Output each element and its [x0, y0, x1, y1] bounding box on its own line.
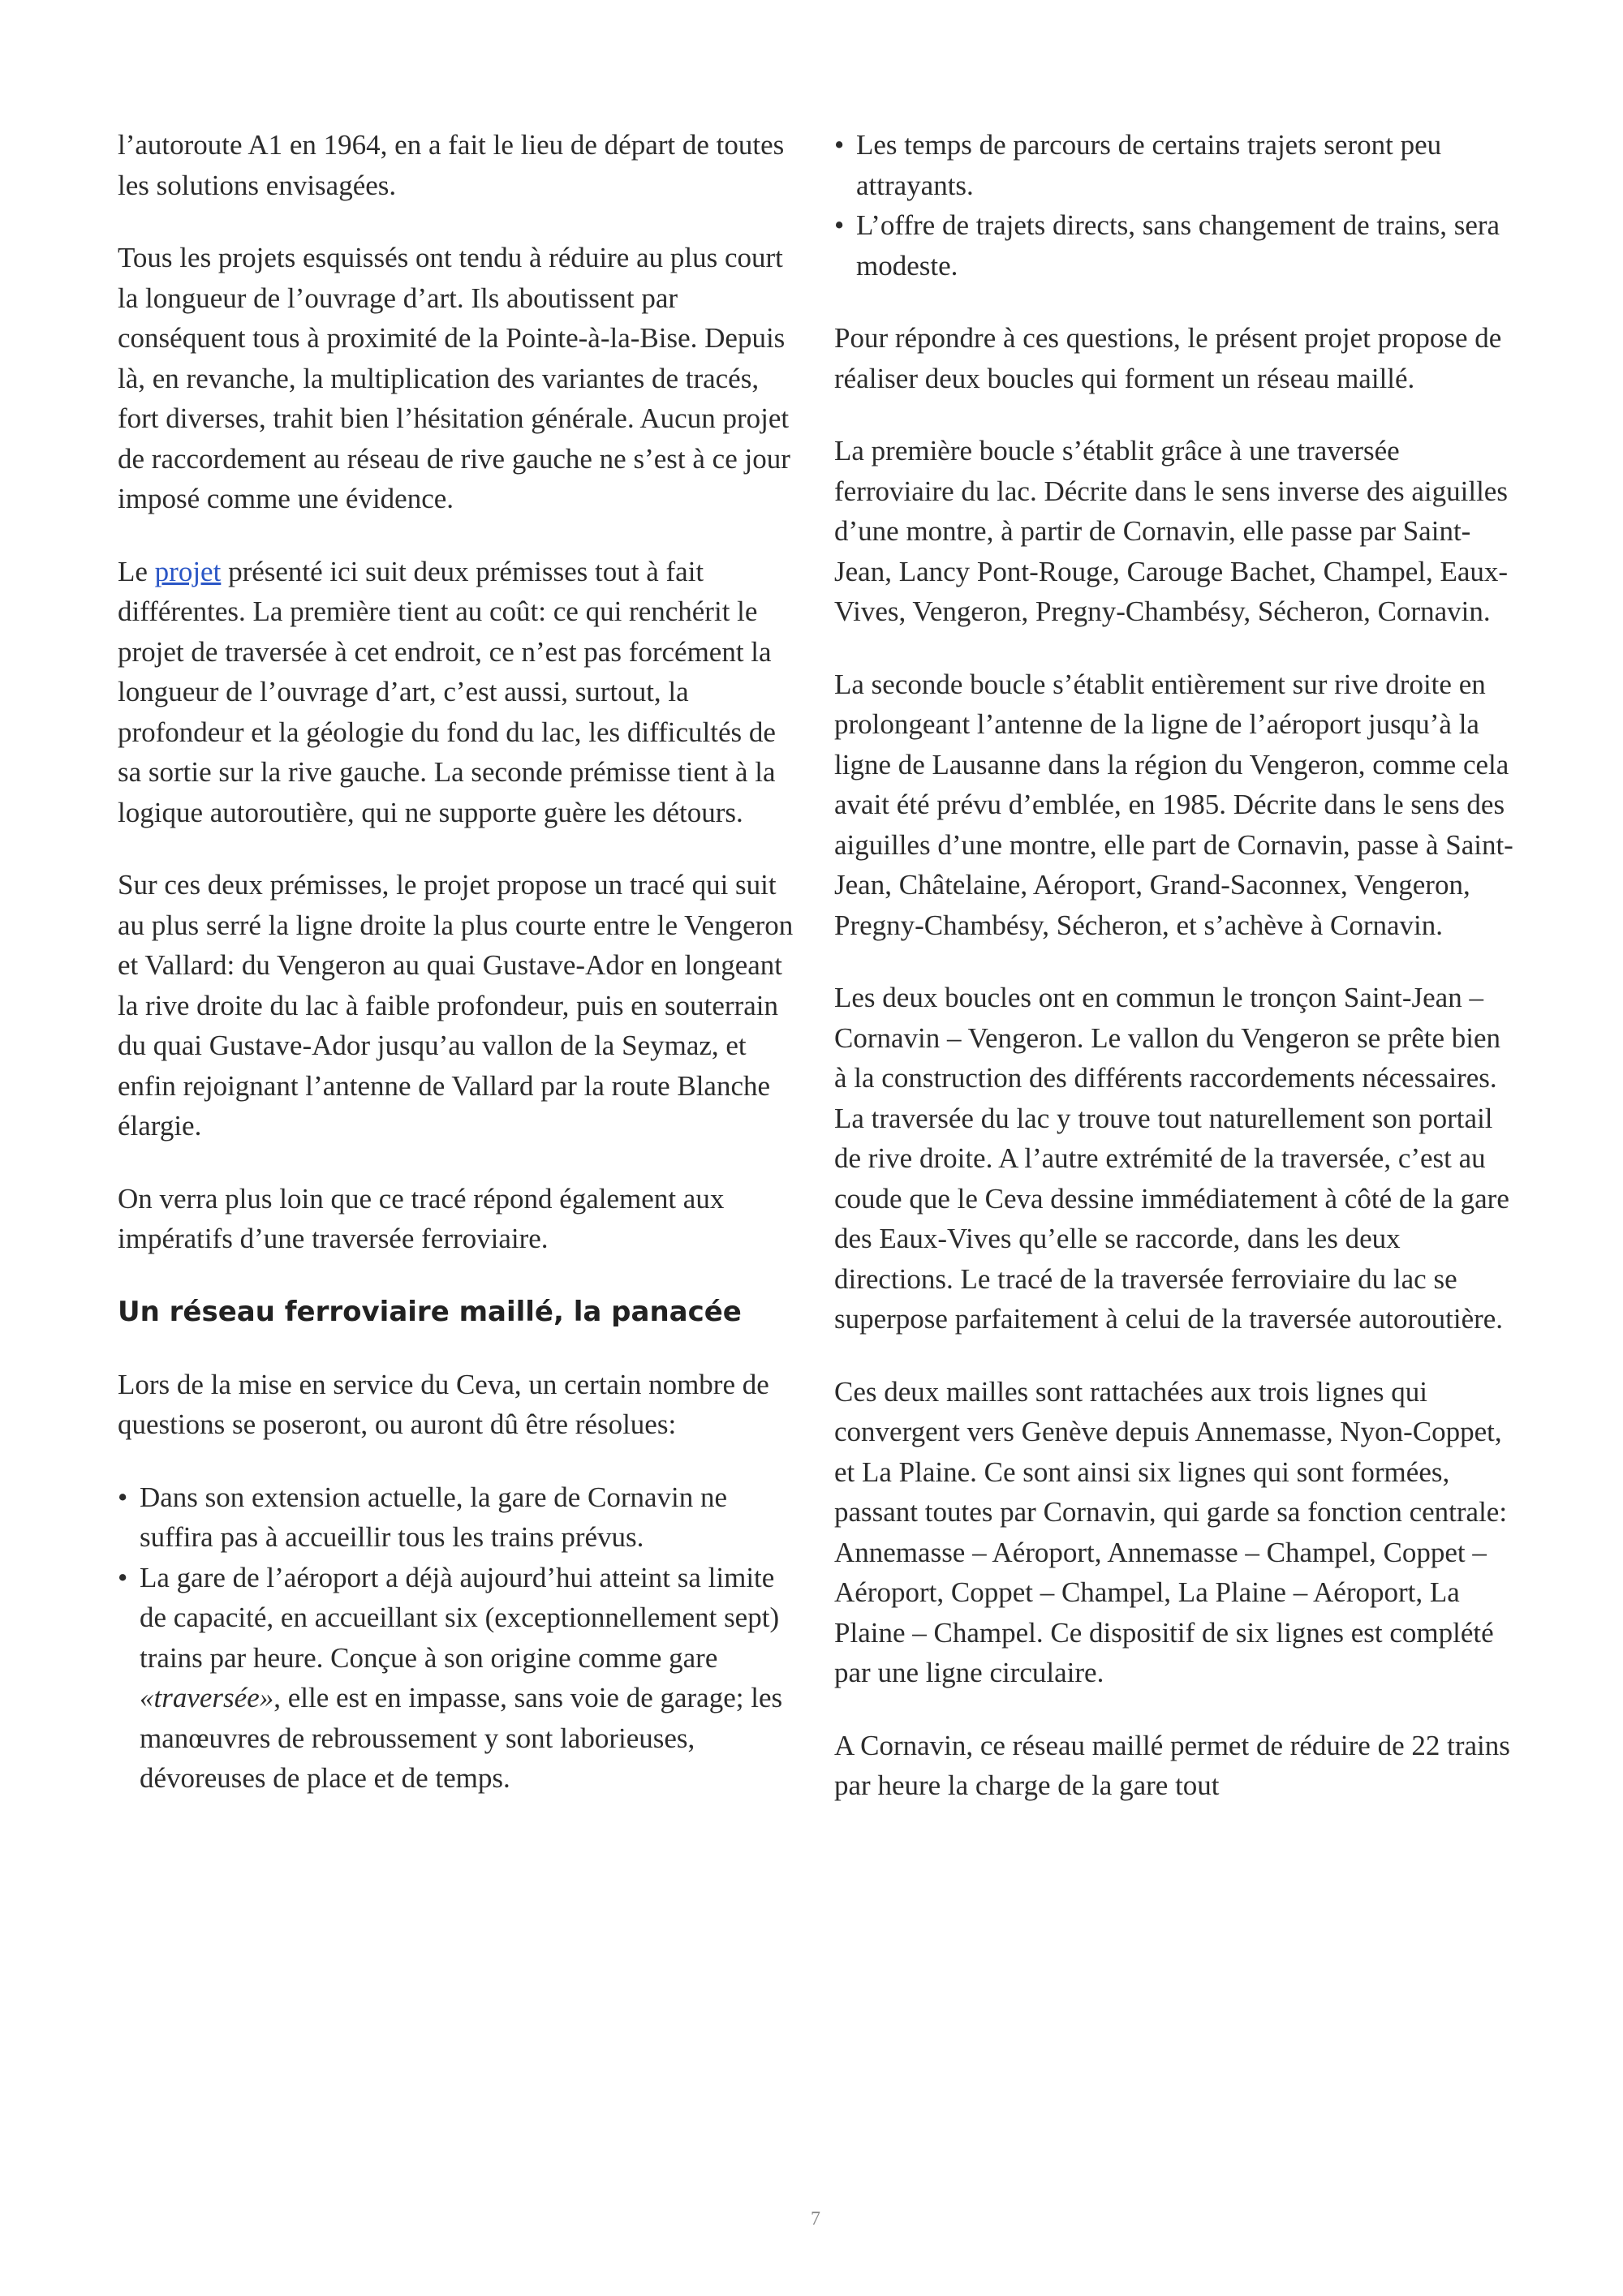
right-column [834, 125, 1516, 1838]
paragraph-text: présenté ici suit deux prémisses tout à fait différentes. La première tient au coût: ce qui renchérit le projet de traversée à cet endroit, ce n’est pas forcément la longueur de l’ouvrage d’art, c’est aussi, surtout, la profondeur et la géologie du fond du lac, les difficultés de sa sortie sur la rive gauche. La seconde prémisse tient à la logique autoroutière, qui ne supporte guère les détours. [118, 555, 776, 828]
list-item-text: , elle est en impasse, sans voie de garage; les manœuvres de rebroussement y sont laborieuses, dévoreuses de place et de temps. [140, 1682, 783, 1794]
bullet-icon: • [834, 129, 845, 161]
paragraph: La seconde boucle s’établit entièrement sur rive droite en prolongeant l’antenne de la ligne de l’aéroport jusqu’à la ligne de Lausanne dans la région du Vengeron, comme cela avait été prévu d’emblée, en 1985. Décrite dans le sens des aiguilles d’une montre, elle part de Cornavin, passe à Saint-Jean, Châtelaine, Aéroport, Grand-Saconnex, Vengeron, Pregny-Chambésy, Sécheron, et s’achève à Cornavin. [834, 668, 1513, 941]
paragraph-text: Le [118, 555, 155, 587]
bullet-list [834, 125, 1516, 286]
projet-link[interactable]: projet [154, 555, 222, 587]
paragraph: Les deux boucles ont en commun le tronçon Saint-Jean – Cornavin – Vengeron. Le vallon du Vengeron se prête bien à la construction des différents raccordements nécessaires. La traversée du lac y trouve tout naturellement son portail de rive droite. A l’autre extrémité de la traversée, c’est au coude que le Ceva dessine immédiatement à côté de la gare des Eaux-Vives qu’elle se raccorde, dans les deux directions. Le tracé de la traversée ferroviaire du lac se superpose parfaitement à celui de la traversée autoroutière. [834, 982, 1509, 1335]
paragraph: On verra plus loin que ce tracé répond également aux impératifs d’une traversée ferroviaire. [118, 1182, 725, 1254]
paragraph [118, 552, 799, 833]
paragraph: A Cornavin, ce réseau maillé permet de réduire de 22 trains par heure la charge de la gare tout [834, 1729, 1510, 1801]
left-column [118, 125, 799, 1831]
paragraph: Tous les projets esquissés ont tendu à réduire au plus court la longueur de l’ouvrage d’art. Ils aboutissent par conséquent tous à proximité de la Pointe-à-la-Bise. Depuis là, en revanche, la multiplication des variantes de tracés, fort diverses, trahit bien l’hésitation générale. Aucun projet de raccordement au réseau de rive gauche ne s’est à ce jour imposé comme une évidence. [118, 242, 790, 514]
paragraph: Lors de la mise en service du Ceva, un certain nombre de questions se poseront, ou auront dû être résolues: [118, 1368, 769, 1440]
list-item-text: Dans son extension actuelle, la gare de Cornavin ne suffira pas à accueillir tous les trains prévus. [140, 1481, 728, 1553]
bullet-list [118, 1477, 799, 1799]
paragraph: La première boucle s’établit grâce à une traversée ferroviaire du lac. Décrite dans le sens inverse des aiguilles d’une montre, à partir de Cornavin, elle passe par Saint-Jean, Lancy Pont-Rouge, Carouge Bachet, Champel, Eaux-Vives, Vengeron, Pregny-Chambésy, Sécheron, Cornavin. [834, 435, 1509, 627]
list-item [118, 1477, 799, 1558]
list-item-text: La gare de l’aéroport a déjà aujourd’hui atteint sa limite de capacité, en accueillant six (exceptionnellement sept) trains par heure. Conçue à son origine comme gare [140, 1561, 780, 1674]
list-item-emphasis: «traversée» [140, 1682, 274, 1713]
page-number: 7 [811, 2208, 820, 2229]
list-item [118, 1558, 799, 1799]
list-item-text: L’offre de trajets directs, sans changement de trains, sera modeste. [856, 209, 1500, 282]
paragraph: Sur ces deux prémisses, le projet propose un tracé qui suit au plus serré la ligne droite la plus courte entre le Vengeron et Vallard: du Vengeron au quai Gustave-Ador en longeant la rive droite du lac à faible profondeur, puis en souterrain du quai Gustave-Ador jusqu’au vallon de la Seymaz, et enfin rejoignant l’antenne de Vallard par la route Blanche élargie. [118, 869, 794, 1142]
bullet-icon: • [834, 209, 845, 241]
paragraph: Ces deux mailles sont rattachées aux trois lignes qui convergent vers Genève depuis Annemasse, Nyon-Coppet, et La Plaine. Ce sont ainsi six lignes qui sont formées, passant toutes par Cornavin, qui garde sa fonction centrale: Annemasse – Aéroport, Annemasse – Champel, Coppet – Aéroport, Coppet – Champel, La Plaine – Aéroport, La Plaine – Champel. Ce dispositif de six lignes est complété par une ligne circulaire. [834, 1375, 1508, 1688]
section-heading: Un réseau ferroviaire maillé, la panacée [118, 1295, 742, 1328]
list-item [834, 125, 1516, 205]
list-item-text: Les temps de parcours de certains trajets seront peu attrayants. [856, 129, 1442, 201]
list-item [834, 205, 1516, 286]
paragraph: Pour répondre à ces questions, le présent projet propose de réaliser deux boucles qui forment un réseau maillé. [834, 322, 1502, 394]
paragraph: l’autoroute A1 en 1964, en a fait le lieu de départ de toutes les solutions envisagées. [118, 129, 785, 201]
bullet-icon: • [118, 1561, 128, 1593]
bullet-icon: • [118, 1481, 128, 1513]
